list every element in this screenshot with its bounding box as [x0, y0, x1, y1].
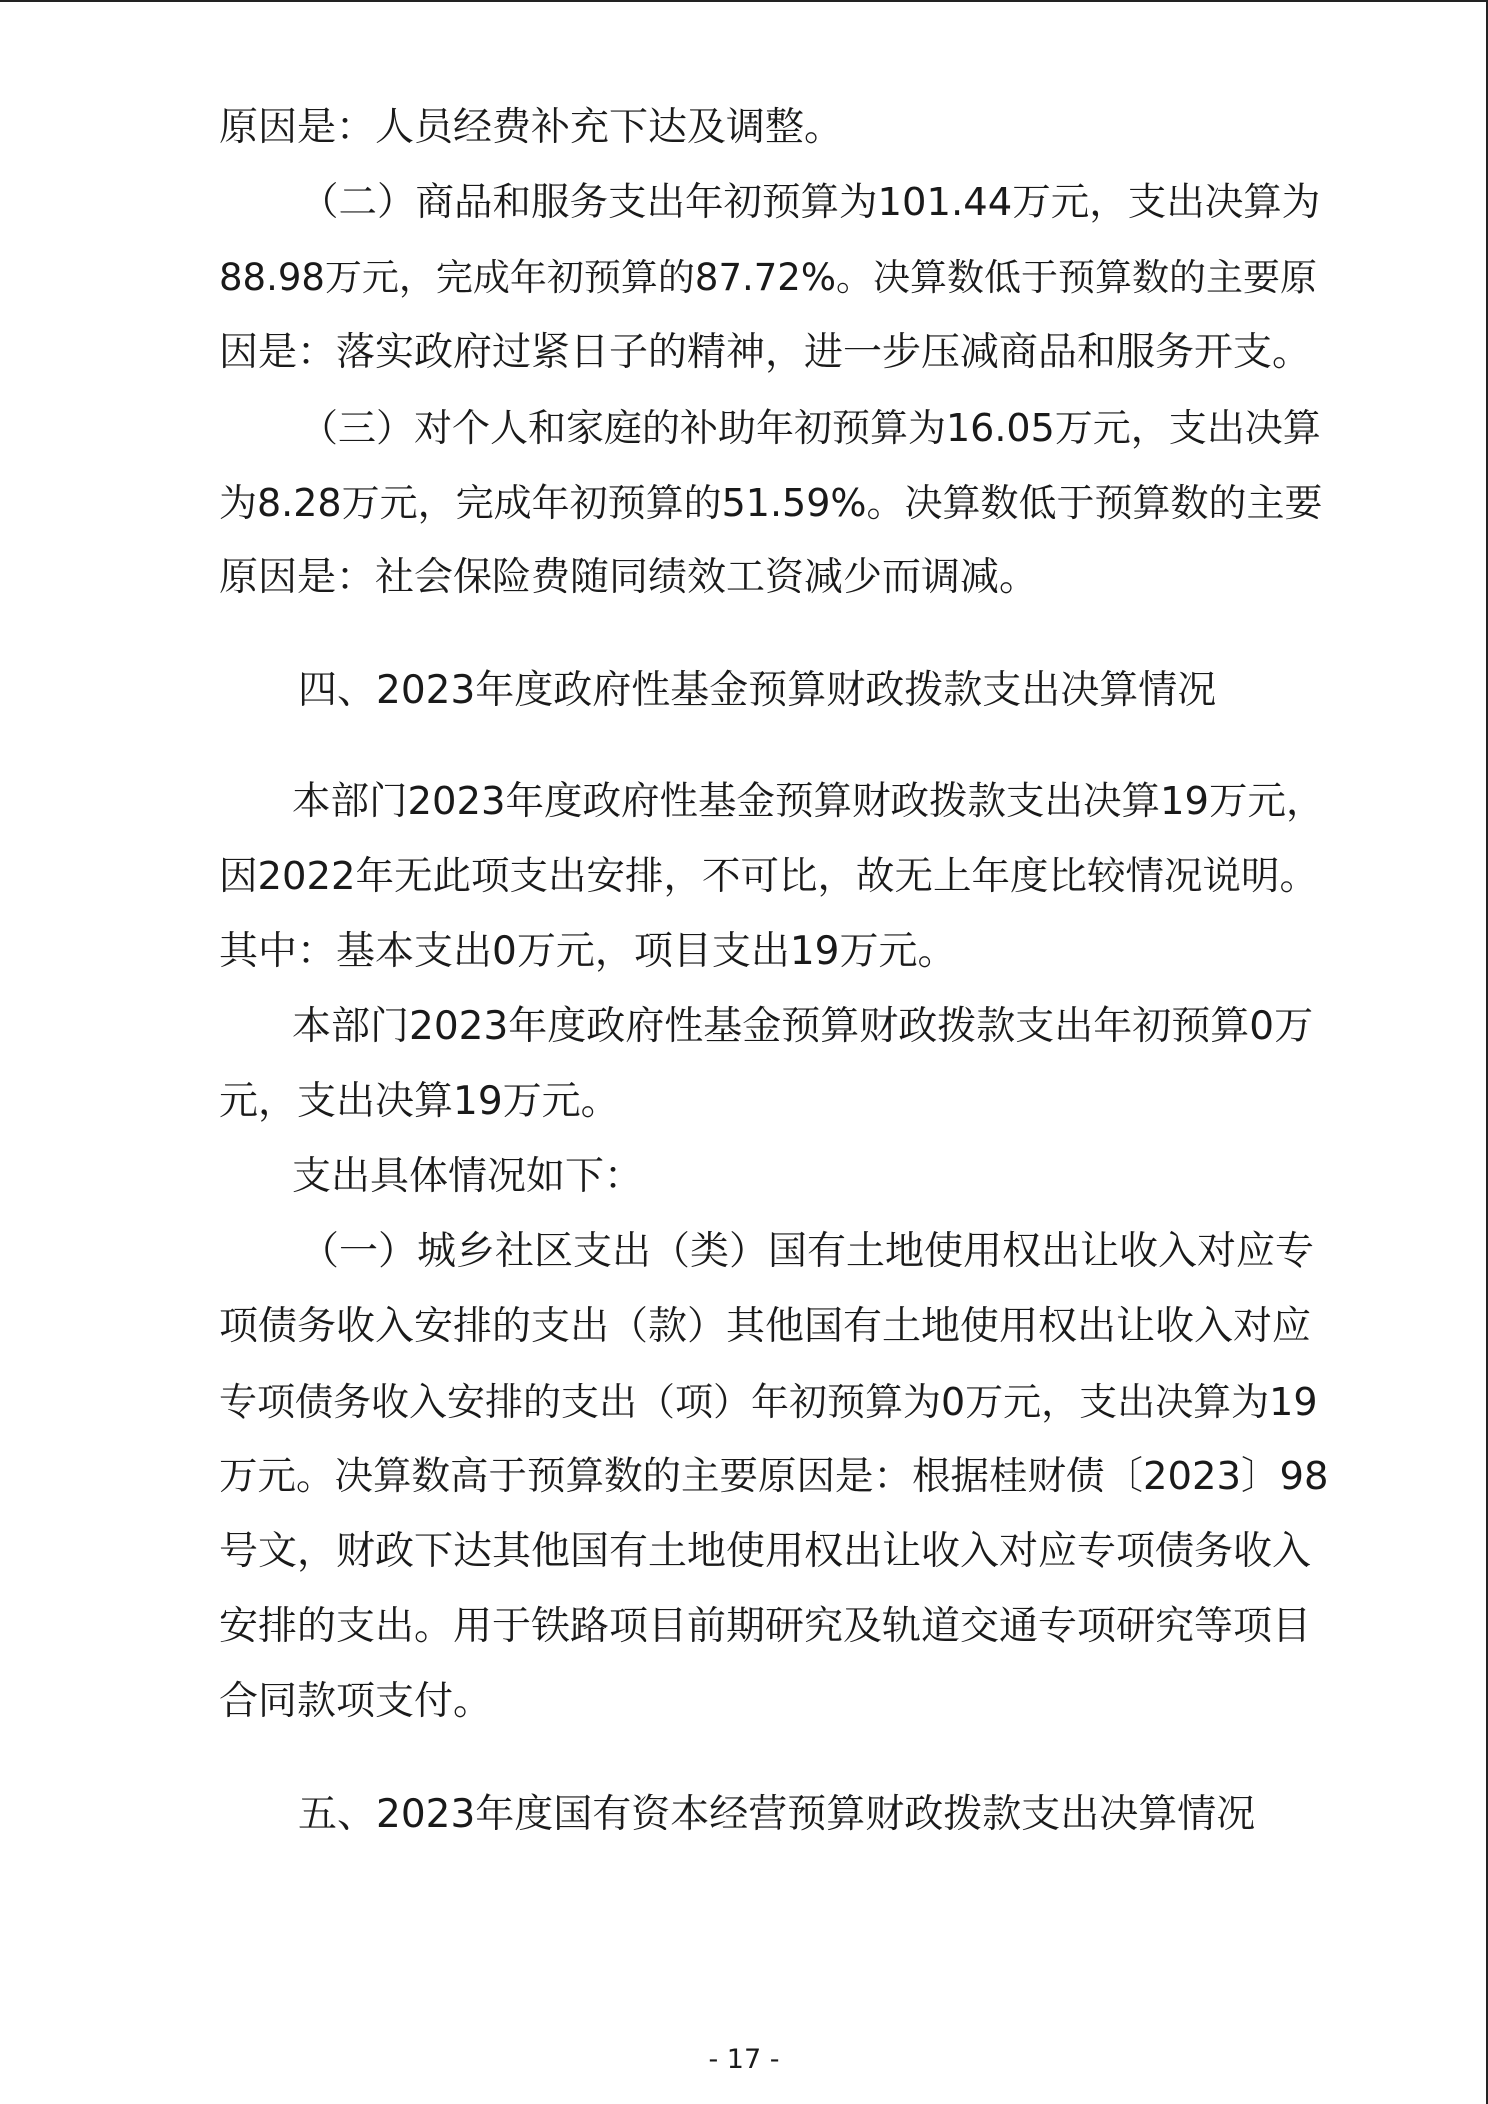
- paragraph-line: （一）城乡社区支出（类）国有土地使用权出让收入对应专: [300, 1229, 1315, 1274]
- paragraph-line: 项债务收入安排的支出（款）其他国有土地使用权出让收入对应: [219, 1304, 1312, 1349]
- section-heading: 四、2023年度政府性基金预算财政拨款支出决算情况: [298, 668, 1217, 713]
- paragraph-line: 其中：基本支出0万元，项目支出19万元。: [219, 929, 957, 974]
- page-number: - 17 -: [708, 2044, 780, 2075]
- paragraph-line: 安排的支出。用于铁路项目前期研究及轨道交通专项研究等项目: [219, 1604, 1312, 1649]
- page-border-top: [0, 0, 1488, 2]
- paragraph-line: 支出具体情况如下：: [292, 1154, 644, 1199]
- paragraph-line: 本部门2023年度政府性基金预算财政拨款支出年初预算0万: [292, 1004, 1314, 1049]
- paragraph-line: 合同款项支付。: [219, 1679, 493, 1724]
- paragraph-line: 专项债务收入安排的支出（项）年初预算为0万元，支出决算为19: [219, 1380, 1318, 1424]
- paragraph-line: 因2022年无此项支出安排，不可比，故无上年度比较情况说明。: [219, 854, 1318, 899]
- paragraph-line: 本部门2023年度政府性基金预算财政拨款支出决算19万元，: [292, 779, 1325, 824]
- paragraph-line: 因是：落实政府过紧日子的精神，进一步压减商品和服务开支。: [219, 330, 1312, 375]
- paragraph-line: 万元。决算数高于预算数的主要原因是：根据桂财债〔2023〕98: [219, 1454, 1329, 1499]
- paragraph-line: 原因是：社会保险费随同绩效工资减少而调减。: [219, 555, 1039, 600]
- paragraph-line: （二）商品和服务支出年初预算为101.44万元，支出决算为: [300, 180, 1321, 225]
- paragraph-line: 号文，财政下达其他国有土地使用权出让收入对应专项债务收入: [219, 1529, 1312, 1574]
- section-heading: 五、2023年度国有资本经营预算财政拨款支出决算情况: [298, 1792, 1256, 1837]
- paragraph-line: 88.98万元，完成年初预算的87.72%。决算数低于预算数的主要原: [219, 256, 1318, 299]
- paragraph-line: 元，支出决算19万元。: [219, 1079, 620, 1124]
- paragraph-line: （三）对个人和家庭的补助年初预算为16.05万元，支出决算: [300, 406, 1321, 450]
- paragraph-line: 为8.28万元，完成年初预算的51.59%。决算数低于预算数的主要: [219, 481, 1323, 525]
- paragraph-line: 原因是：人员经费补充下达及调整。: [219, 105, 844, 150]
